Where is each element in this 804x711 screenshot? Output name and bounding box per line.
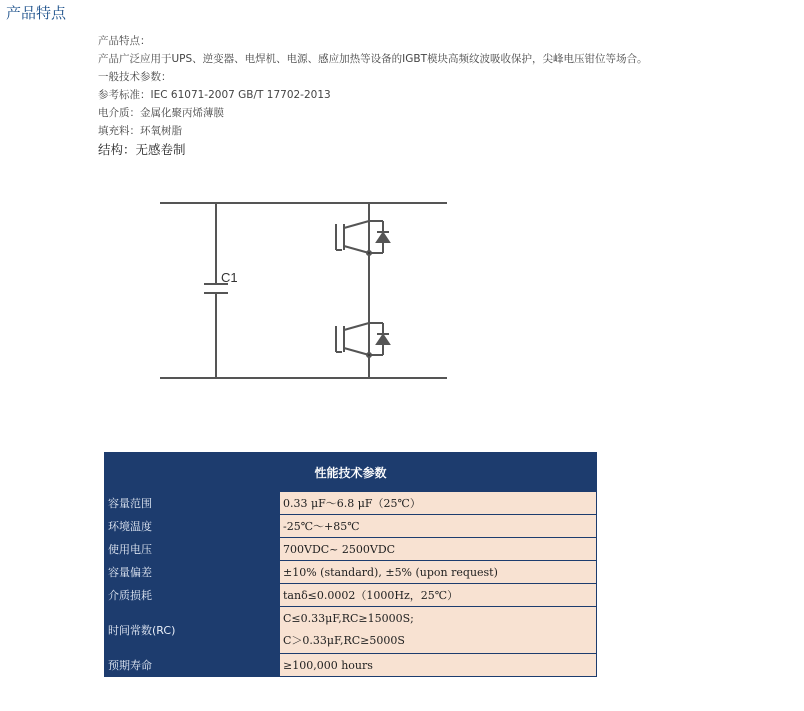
desc-line: 产品广泛应用于UPS、逆变器、电焊机、电源、感应加热等设备的IGBT模块高频纹波吸收保护，尖峰电压钳位等场合。	[98, 53, 648, 65]
spec-value: 0.33 μF～6.8 μF（25℃）	[280, 492, 597, 515]
spec-table	[104, 452, 597, 677]
spec-key: 容量范围	[105, 492, 280, 515]
spec-value	[280, 607, 597, 654]
circuit-diagram	[155, 190, 455, 390]
spec-value: -25℃～+85℃	[280, 515, 597, 538]
spec-value: ≥100,000 hours	[280, 654, 597, 677]
desc-line: 参考标准：IEC 61071-2007 GB/T 17702-2013	[98, 89, 331, 101]
spec-key: 介质损耗	[105, 584, 280, 607]
desc-line: 电介质：金属化聚丙烯薄膜	[98, 107, 224, 119]
spec-key: 容量偏差	[105, 561, 280, 584]
spec-table-title: 性能技术参数	[105, 453, 597, 492]
table-row	[105, 607, 597, 654]
igbt-lower-icon	[336, 323, 389, 357]
table-row	[105, 492, 597, 515]
spec-value: 700VDC~ 2500VDC	[280, 538, 597, 561]
spec-key: 环境温度	[105, 515, 280, 538]
table-row	[105, 515, 597, 538]
desc-line: 产品特点：	[98, 35, 151, 47]
spec-value: tanδ≤0.0002（1000Hz，25℃）	[280, 584, 597, 607]
section-title: 产品特点	[6, 4, 67, 22]
product-description	[98, 32, 648, 160]
structure-line: 结构：无感卷制	[98, 142, 186, 157]
spec-value-line: C≤0.33μF,RC≥15000S;	[283, 612, 414, 625]
capacitor-label: C1	[221, 270, 238, 285]
spec-value: ±10% (standard), ±5% (upon request)	[280, 561, 597, 584]
spec-key: 时间常数(RC)	[105, 607, 280, 654]
table-row	[105, 584, 597, 607]
igbt-upper-icon	[336, 203, 389, 255]
desc-line: 一般技术参数：	[98, 71, 172, 83]
spec-key: 预期寿命	[105, 654, 280, 677]
spec-key: 使用电压	[105, 538, 280, 561]
desc-line: 填充料：环氧树脂	[98, 125, 182, 137]
table-row	[105, 538, 597, 561]
table-row	[105, 654, 597, 677]
spec-value-line: C＞0.33μF,RC≥5000S	[283, 634, 405, 647]
table-row	[105, 561, 597, 584]
